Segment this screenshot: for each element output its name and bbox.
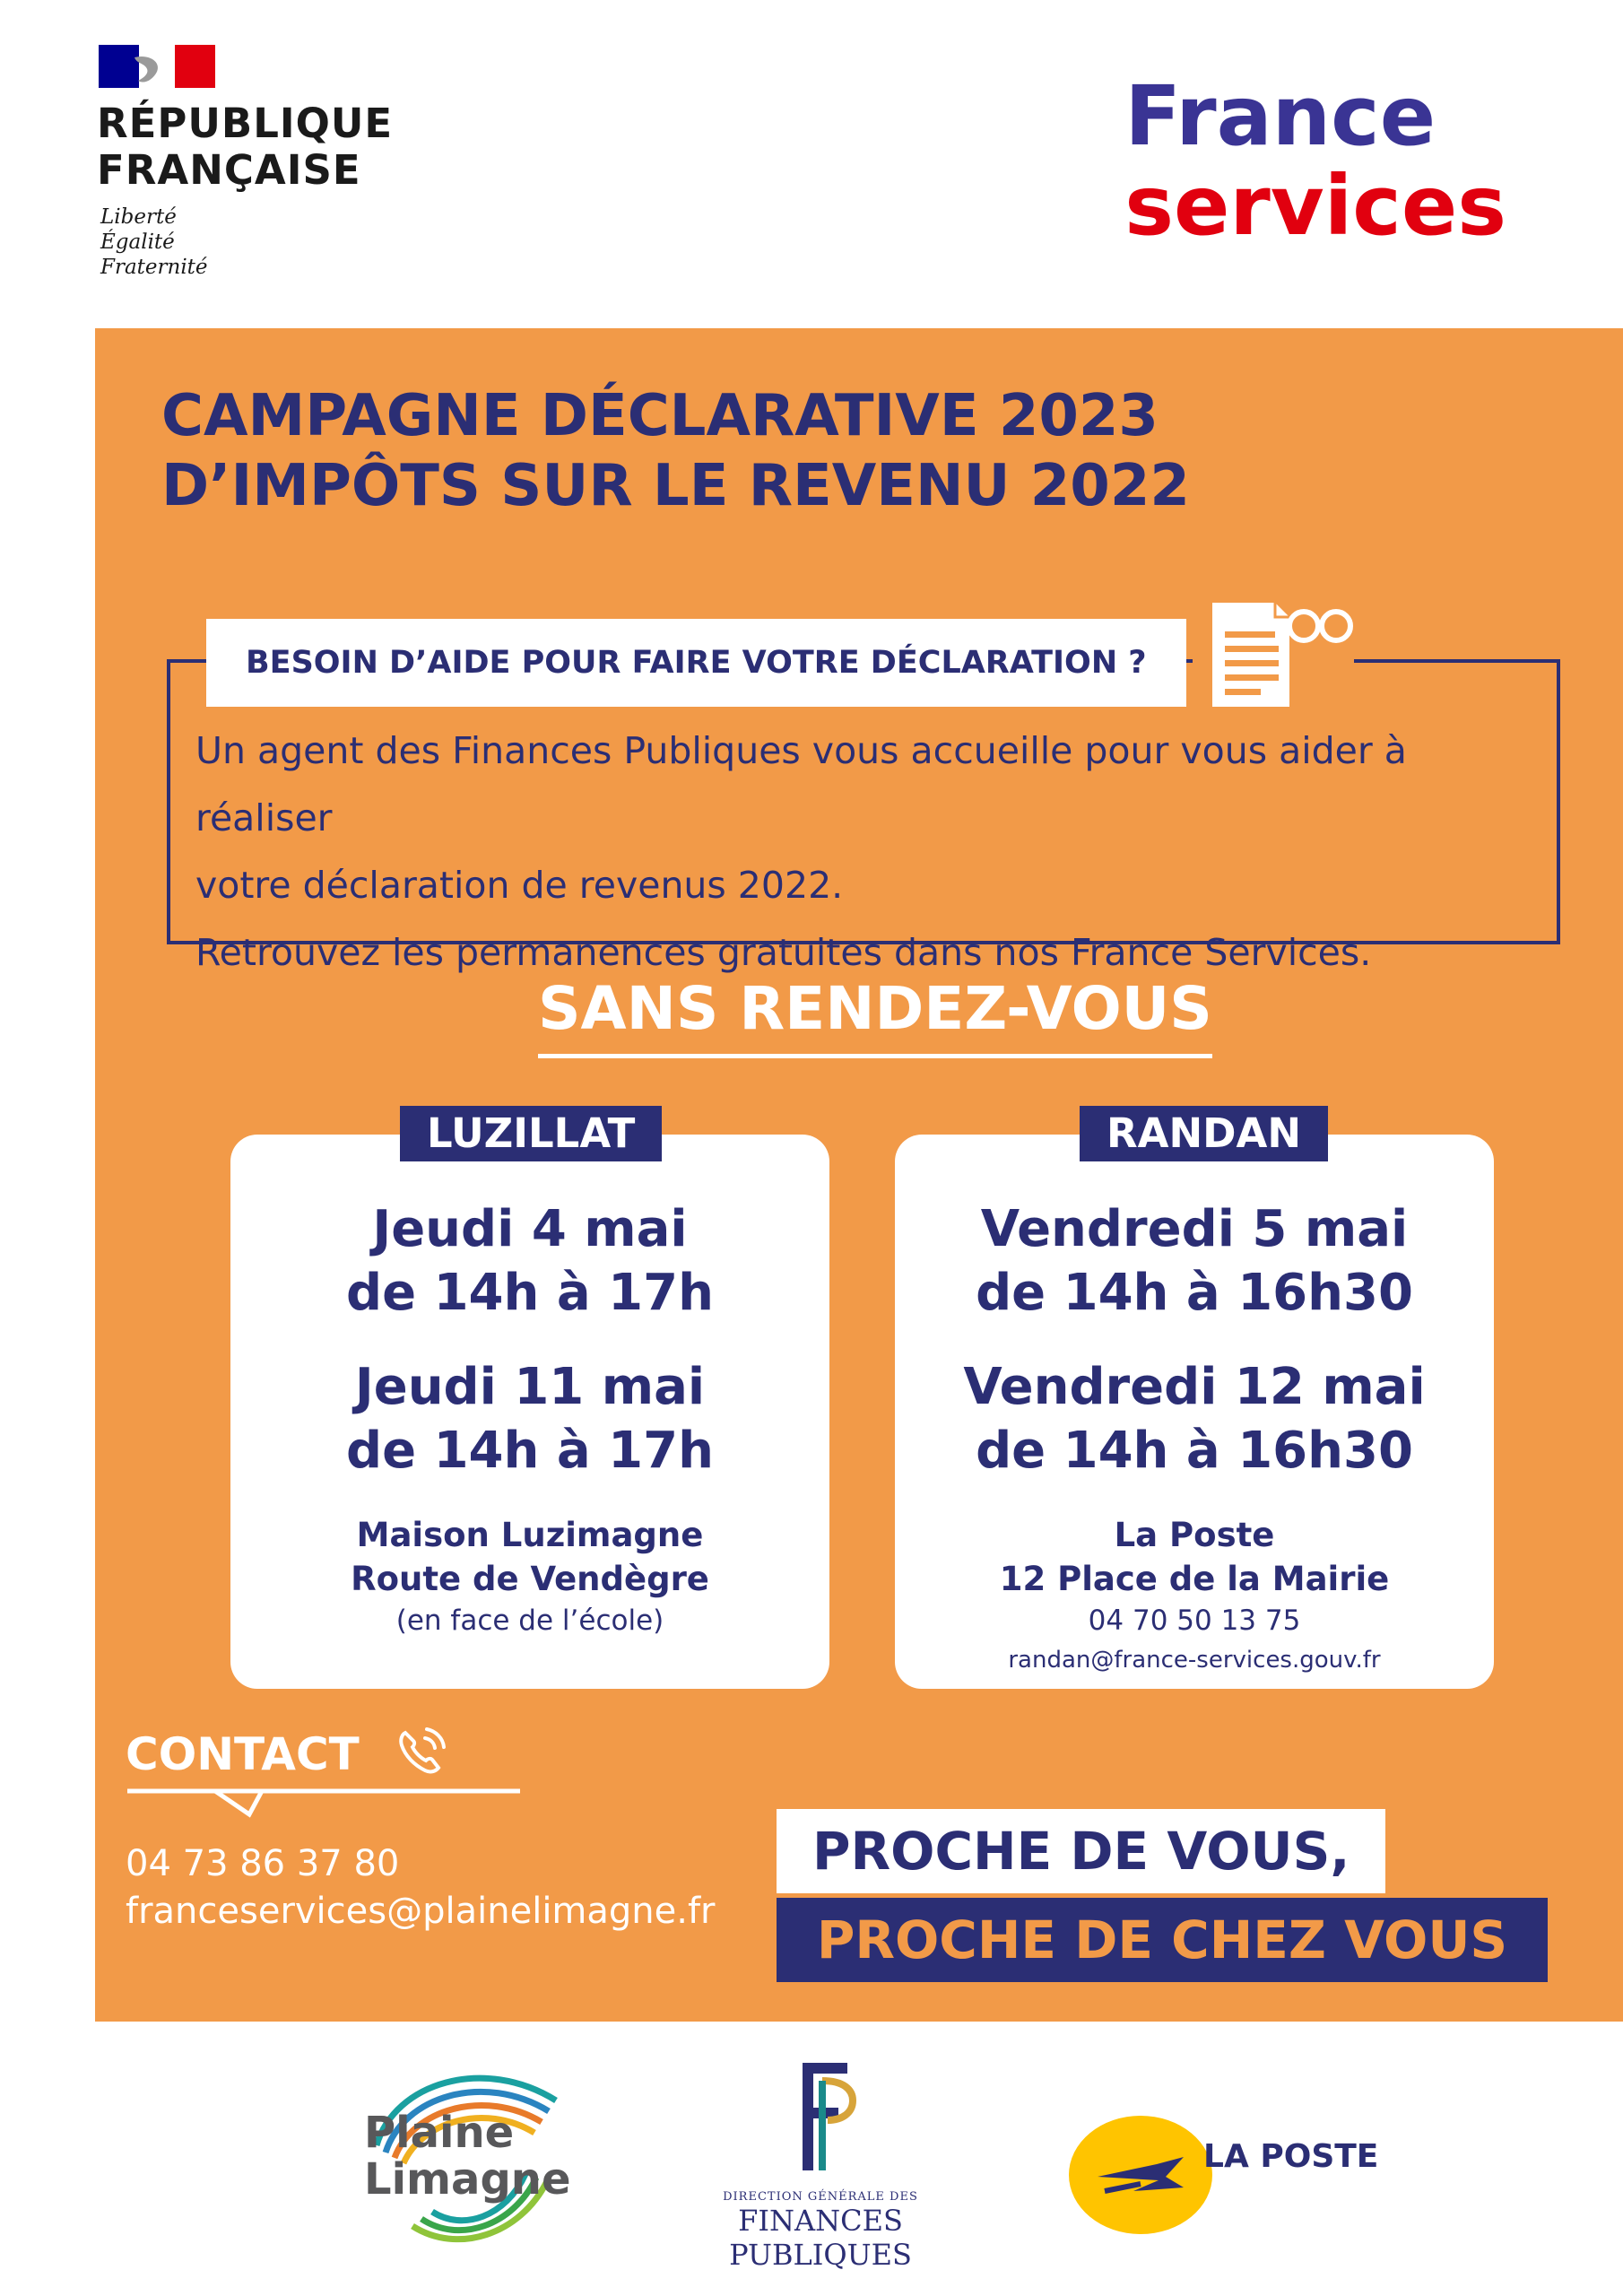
luzillat-card: [230, 1135, 829, 1689]
phone-icon: [393, 1724, 448, 1779]
slogan-line1: PROCHE DE VOUS,: [777, 1809, 1385, 1893]
luzillat-date1-day: Jeudi 4 mai: [372, 1200, 688, 1258]
randan-date1-day: Vendredi 5 mai: [980, 1200, 1409, 1258]
luzillat-date2-day: Jeudi 11 mai: [354, 1358, 706, 1416]
randan-place-address: 12 Place de la Mairie: [999, 1560, 1390, 1598]
dgfip-logo: DIRECTION GÉNÉRALE DES FINANCES PUBLIQUES: [655, 2054, 986, 2272]
randan-card: [895, 1135, 1494, 1689]
help-label: BESOIN D’AIDE POUR FAIRE VOTRE DÉCLARATION ?: [206, 619, 1186, 707]
contact-speech-underline: [126, 1787, 520, 1823]
contact-title: CONTACT: [126, 1728, 360, 1780]
luzillat-date1-time: de 14h à 17h: [346, 1264, 714, 1322]
luzillat-date2-time: de 14h à 17h: [346, 1422, 714, 1480]
republic-motto: Liberté Égalité Fraternité: [100, 205, 208, 279]
france-services-logo: France services: [1124, 68, 1506, 254]
contact-phone[interactable]: 04 73 86 37 80: [126, 1843, 400, 1884]
document-glasses-icon-wrap: [1193, 592, 1354, 718]
randan-email[interactable]: randan@france-services.gouv.fr: [1008, 1647, 1381, 1674]
dgfip-monogram-icon: [776, 2054, 865, 2179]
randan-date1-time: de 14h à 16h30: [976, 1264, 1413, 1322]
luzillat-place-note: (en face de l’école): [395, 1605, 664, 1637]
marianne-flag-icon: [99, 45, 215, 88]
slogan-line2: PROCHE DE CHEZ VOUS: [777, 1898, 1548, 1982]
luzillat-place-road: Route de Vendègre: [351, 1560, 709, 1598]
randan-date2-time: de 14h à 16h30: [976, 1422, 1413, 1480]
randan-phone[interactable]: 04 70 50 13 75: [1088, 1605, 1301, 1637]
document-glasses-icon: [1193, 592, 1354, 718]
randan-date2-day: Vendredi 12 mai: [963, 1358, 1426, 1416]
luzillat-tag: LUZILLAT: [400, 1106, 662, 1161]
la-poste-logo-text: LA POSTE: [1203, 2138, 1379, 2175]
page-title: CAMPAGNE DÉCLARATIVE 2023 D’IMPÔTS SUR LE REVENU 2022: [161, 383, 1190, 519]
randan-place-name: La Poste: [1114, 1516, 1275, 1554]
randan-tag: RANDAN: [1080, 1106, 1328, 1161]
luzillat-place-name: Maison Luzimagne: [356, 1516, 704, 1554]
plaine-limagne-logo-text: Plaine Limagne: [364, 2108, 571, 2205]
republique-francaise-title: RÉPUBLIQUE FRANÇAISE: [97, 100, 394, 194]
contact-info: [126, 1840, 716, 1935]
contact-email[interactable]: franceservices@plainelimagne.fr: [126, 1891, 716, 1932]
sans-rendez-vous-heading: SANS RENDEZ-VOUS: [538, 973, 1212, 1058]
help-description: Un agent des Finances Publiques vous accueille pour vous aider à réaliser votre déclaration de revenus 2022. Retrouvez les permanences gratuites dans nos France Services.: [195, 729, 1407, 974]
